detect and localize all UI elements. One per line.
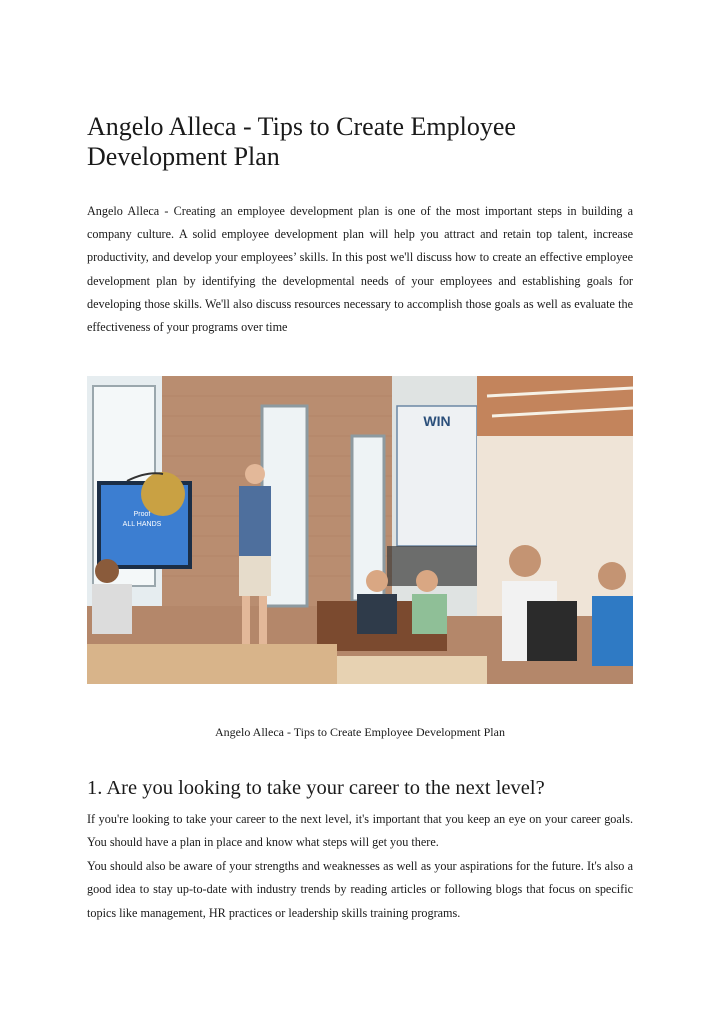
photo-caption: Angelo Alleca - Tips to Create Employee Development Plan xyxy=(215,725,505,739)
intro-paragraph: Angelo Alleca - Creating an employee development plan is one of the most important steps in building a company culture. A solid employee development plan will help you attract and retain top talent, increase productivity, and develop your employees’ skills. In this post we'll discuss how to create an effective employee development plan by identifying the developmental needs of your employees and establishing goals for developing those skills. We'll also discuss resources necessary to accomplish those goals as well as evaluate the effectiveness of your programs over time xyxy=(87,204,633,335)
section-paragraph-2: You should also be aware of your strengths and weaknesses as well as your aspirations for the future. It's also a good idea to stay up-to-date with industry trends by reading articles or following blogs that focus on specific topics like management, HR practices or leadership skills training programs. xyxy=(87,858,633,920)
svg-text:ALL HANDS: ALL HANDS xyxy=(122,521,162,528)
office-photo-illustration xyxy=(87,376,633,684)
section-heading: 1. Are you looking to take your career to the next level? xyxy=(87,777,545,799)
document-title: Angelo Alleca - Tips to Create Employee Development Plan xyxy=(87,112,516,171)
screen-text: Proof xyxy=(133,511,151,518)
office-meeting-photo xyxy=(87,376,633,684)
section-paragraph-1: If you're looking to take your career to the next level, it's important that you keep an eye on your career goals. You should have a plan in place and know what steps will get you there. xyxy=(87,812,633,850)
wall-text: WIN xyxy=(423,413,451,429)
section-body xyxy=(87,808,633,925)
